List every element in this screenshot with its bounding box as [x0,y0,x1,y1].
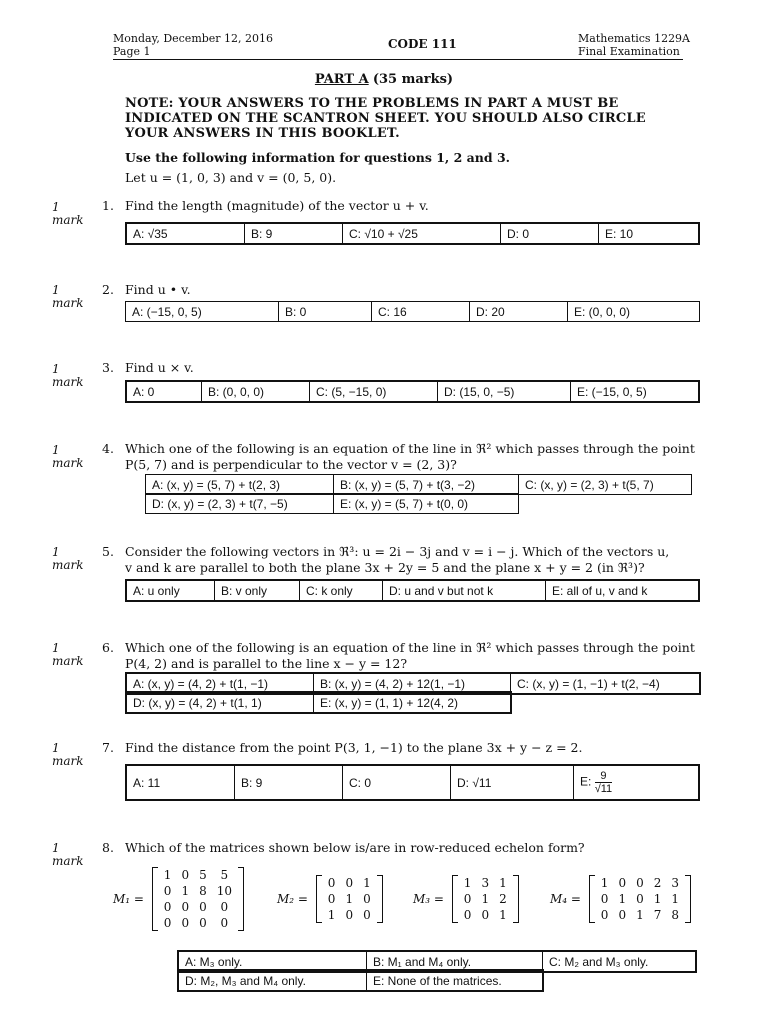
matrix-grid [159,867,237,931]
question-text: Which of the matrices shown below is/are in row-reduced echelon form? [125,840,585,855]
question-text-line-2: P(5, 7) and is perpendicular to the vector v = (2, 3)? [125,457,457,472]
matrix-cell: 0 [463,892,472,906]
matrix-cell: 1 [671,892,679,906]
option-d[interactable]: D: u and v but not k [383,580,546,601]
matrix-cell: 0 [163,900,172,914]
question-text: Find the length (magnitude) of the vector u + v. [125,198,429,213]
option-e-label: E: [580,774,592,789]
matrix-cell: 0 [345,908,354,922]
matrix-cell: 10 [216,884,232,898]
question-text [125,441,695,473]
part-heading [0,72,768,87]
matrix-cell: 1 [463,876,472,890]
header-code: CODE 111 [388,37,457,51]
matrix-label: M₁ = [113,892,144,906]
mark-label-q4: 1 mark [52,443,84,470]
question-text-line-1: Consider the following vectors in ℜ³: u = 2i − 3j and v = i − j. Which of the vectors u, [125,544,670,559]
option-a[interactable]: A: √35 [126,223,245,244]
fraction-numerator: 9 [595,770,612,783]
matrix-cell: 1 [618,892,627,906]
matrix-cell: 0 [163,916,172,930]
question-text-line-2: P(4, 2) and is parallel to the line x − y = 12? [125,656,408,671]
option-a[interactable]: A: u only [126,580,215,601]
mark-label-q2: 1 mark [52,283,84,310]
question-text: Find u × v. [125,360,194,375]
matrix-cell: 1 [163,868,172,882]
option-e[interactable]: E: (x, y) = (5, 7) + t(0, 0) [334,494,519,514]
option-c[interactable]: C: √10 + √25 [343,223,501,244]
mark-label-q3: 1 mark [52,362,84,389]
matrix-cell: 0 [600,908,609,922]
question-number: 1. [102,198,114,213]
option-e[interactable]: E: (0, 0, 0) [568,302,700,322]
matrix-grid [596,875,684,923]
matrix-cell: 3 [481,876,490,890]
mark-label-q8: 1 mark [52,841,84,868]
matrix-cell: 0 [481,908,490,922]
option-c[interactable]: C: M₂ and M₃ only. [543,951,697,972]
option-d[interactable]: D: (x, y) = (2, 3) + t(7, −5) [146,494,334,514]
fraction-denominator: √11 [594,783,613,795]
option-d[interactable]: D: 20 [470,302,568,322]
question-text [125,640,695,672]
option-c[interactable]: C: 16 [372,302,470,322]
question-text-line-2: v and k are parallel to both the plane 3x + 2y = 5 and the plane x + y = 2 (in ℜ³)? [125,560,645,575]
matrix-label: M₄ = [550,892,581,906]
option-b[interactable]: B: (0, 0, 0) [202,381,310,402]
matrix-cell: 1 [481,892,490,906]
matrix-cell: 0 [181,868,190,882]
mark-label-q1: 1 mark [52,200,84,227]
header-course: Mathematics 1229A [578,32,691,45]
option-e[interactable]: E: None of the matrices. [367,970,544,991]
matrix-cell: 0 [199,900,207,914]
matrix-cell: 1 [499,876,507,890]
option-a[interactable]: A: (x, y) = (5, 7) + t(2, 3) [146,475,334,495]
option-a[interactable]: A: 0 [126,381,202,402]
matrix-label: M₃ = [413,892,444,906]
option-a[interactable]: A: 11 [126,765,235,800]
matrix-cell: 0 [181,916,190,930]
option-d[interactable]: D: √11 [451,765,574,800]
matrix-cell: 1 [653,892,662,906]
answer-options-q4-row1 [145,474,692,495]
matrix-cell: 8 [671,908,679,922]
matrix-cell: 0 [220,916,229,930]
matrix-cell: 0 [163,884,172,898]
option-e[interactable]: E: (−15, 0, 5) [571,381,700,402]
option-b[interactable]: B: 0 [279,302,372,322]
note-line-1: NOTE: YOUR ANSWERS TO THE PROBLEMS IN PART A MUST BE [125,96,619,111]
answer-options-q7 [125,764,700,801]
mark-label-q6: 1 mark [52,641,84,668]
matrix-cell: 0 [363,908,371,922]
question-number: 3. [102,360,114,375]
matrix-grid [459,875,512,923]
option-e[interactable]: E: 10 [599,223,700,244]
option-d[interactable]: D: (x, y) = (4, 2) + t(1, 1) [126,692,314,713]
answer-options-q8-row2 [177,969,544,992]
question-number: 8. [102,840,114,855]
answer-options-q3 [125,380,700,403]
option-c[interactable]: C: (x, y) = (2, 3) + t(5, 7) [519,475,692,495]
question-number: 6. [102,640,114,655]
matrix-label: M₂ = [277,892,308,906]
question-text [125,544,669,576]
option-e[interactable] [574,765,700,800]
matrix-cell: 0 [636,876,644,890]
option-e[interactable]: E: all of u, v and k [546,580,700,601]
matrix-cell: 5 [199,868,207,882]
matrix-cell: 0 [345,876,354,890]
matrix-cell: 0 [181,900,190,914]
question-text-line-1: Which one of the following is an equation of the line in ℜ² which passes through the point [125,640,695,655]
matrix-m3 [413,875,519,923]
matrix-cell: 2 [499,892,507,906]
option-b[interactable]: B: M₁ and M₄ only. [367,951,543,972]
matrix-m2 [277,875,383,923]
question-text: Find the distance from the point P(3, 1, −1) to the plane 3x + y − z = 2. [125,740,583,755]
option-a[interactable]: A: (−15, 0, 5) [126,302,279,322]
matrix-cell: 0 [618,876,627,890]
matrix-cell: 1 [636,908,644,922]
matrix-cell: 1 [181,884,190,898]
option-a[interactable]: A: M₃ only. [178,951,367,972]
option-b[interactable]: B: (x, y) = (5, 7) + t(3, −2) [334,475,519,495]
matrix-m4 [550,875,691,923]
matrix-cell: 2 [653,876,662,890]
given-vectors: Let u = (1, 0, 3) and v = (0, 5, 0). [125,170,337,185]
option-c[interactable]: C: 0 [343,765,451,800]
option-b[interactable]: B: v only [215,580,300,601]
answer-options-q5 [125,579,700,602]
matrix-cell: 1 [600,876,609,890]
mark-label-q5: 1 mark [52,545,84,572]
part-title: PART A [314,72,369,87]
matrix-cell: 0 [327,876,336,890]
matrix-cell: 0 [600,892,609,906]
option-c[interactable]: C: (5, −15, 0) [310,381,438,402]
matrix-cell: 1 [363,876,371,890]
matrix-cell: 5 [220,868,229,882]
matrix-cell: 7 [653,908,662,922]
answer-options-q6-row2 [125,691,512,714]
option-d[interactable]: D: M₂, M₃ and M₄ only. [178,970,367,991]
info-line: Use the following information for questions 1, 2 and 3. [125,150,510,165]
matrix-cell: 0 [636,892,644,906]
question-number: 5. [102,544,114,559]
matrix-cell: 0 [220,900,229,914]
question-number: 4. [102,441,114,456]
matrix-cell: 0 [199,916,207,930]
matrix-cell: 1 [327,908,336,922]
option-e[interactable]: E: (x, y) = (1, 1) + 12(4, 2) [314,692,512,713]
option-d[interactable]: D: 0 [501,223,599,244]
matrix-cell: 1 [499,908,507,922]
question-text-line-1: Which one of the following is an equation of the line in ℜ² which passes through the point [125,441,695,456]
header-date: Monday, December 12, 2016 [113,32,274,45]
header-rule [113,59,683,60]
option-b[interactable]: B: 9 [235,765,343,800]
fraction [595,770,612,795]
matrix-m1 [113,867,244,931]
answer-options-q4-row2 [145,493,519,514]
option-b[interactable]: B: (x, y) = (4, 2) + 12(1, −1) [314,673,511,694]
question-number: 2. [102,282,114,297]
answer-options-q2 [125,301,700,322]
option-c[interactable]: C: k only [300,580,383,601]
header-page: Page 1 [113,45,151,58]
question-number: 7. [102,740,114,755]
option-b[interactable]: B: 9 [245,223,343,244]
matrix-cell: 3 [671,876,679,890]
note-line-3: YOUR ANSWERS IN THIS BOOKLET. [125,126,400,141]
option-d[interactable]: D: (15, 0, −5) [438,381,571,402]
question-text: Find u • v. [125,282,191,297]
matrix-cell: 8 [199,884,207,898]
header-exam: Final Examination [578,45,680,58]
matrix-grid [323,875,376,923]
matrix-cell: 0 [327,892,336,906]
note-line-2: INDICATED ON THE SCANTRON SHEET. YOU SHOULD ALSO CIRCLE [125,111,646,126]
option-a[interactable]: A: (x, y) = (4, 2) + t(1, −1) [126,673,314,694]
part-marks: (35 marks) [372,72,454,87]
option-c[interactable]: C: (x, y) = (1, −1) + t(2, −4) [511,673,701,694]
matrix-cell: 1 [345,892,354,906]
matrix-cell: 0 [618,908,627,922]
matrix-cell: 0 [363,892,371,906]
answer-options-q1 [125,222,700,245]
mark-label-q7: 1 mark [52,741,84,768]
part-note [125,96,646,141]
matrix-cell: 0 [463,908,472,922]
